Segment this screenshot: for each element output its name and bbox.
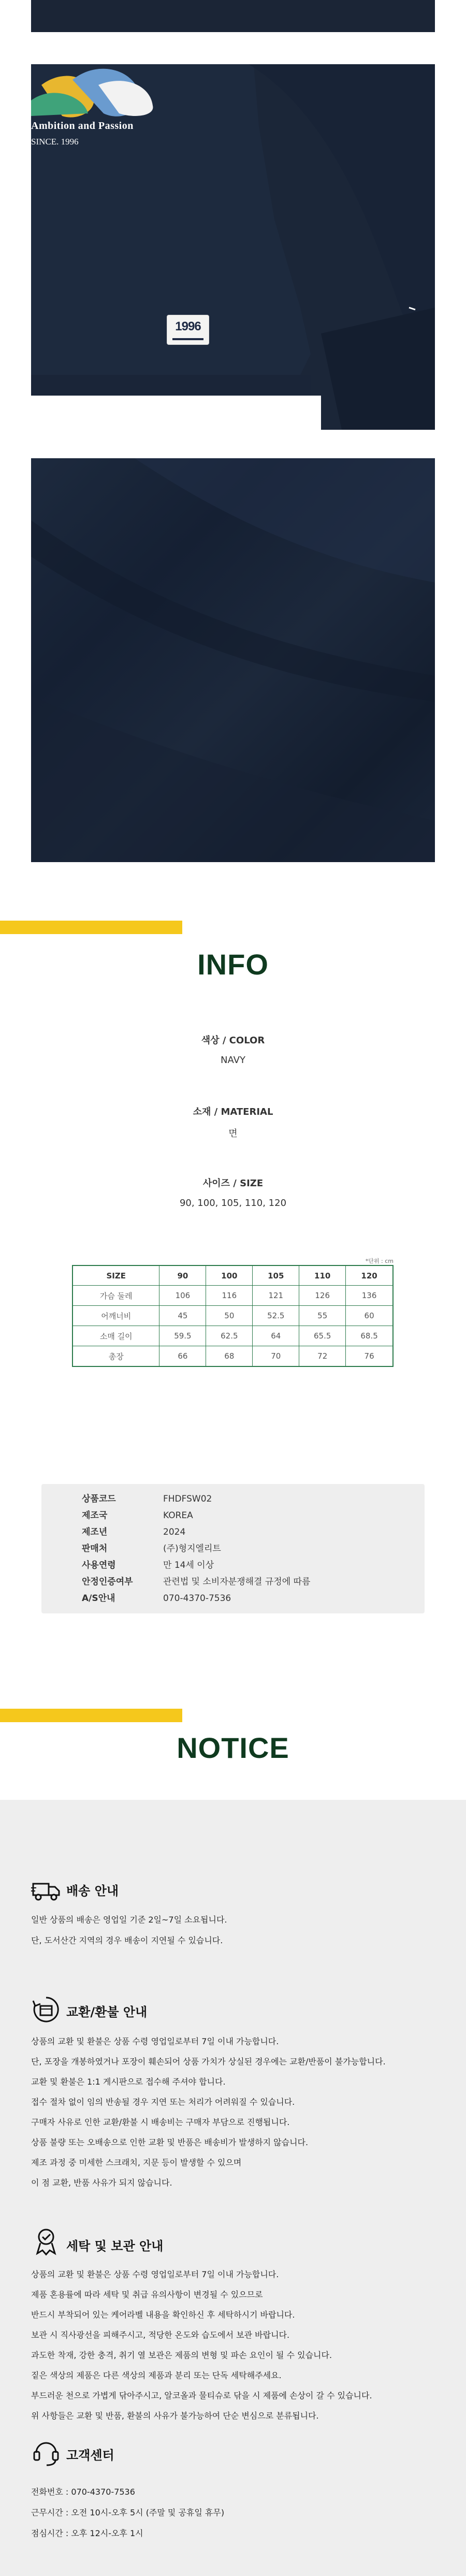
size-cell: 52.5 xyxy=(253,1306,299,1326)
size-cell: 64 xyxy=(253,1326,299,1346)
spec-row xyxy=(41,1556,425,1574)
patch-bar xyxy=(172,338,203,340)
unit-note: *단위 : cm xyxy=(365,1258,394,1264)
notice-line: 짙은 색상의 제품은 다른 색상의 제품과 분리 또는 단독 세탁해주세요. xyxy=(31,2370,282,2380)
notice-line: 상품 불량 또는 오배송으로 인한 교환 및 반품은 배송비가 발생하지 않습니다. xyxy=(31,2137,309,2147)
size-cell: 68 xyxy=(206,1346,253,1367)
color-label: 색상 / COLOR xyxy=(201,1035,265,1046)
spec-key: 상품코드 xyxy=(82,1494,116,1504)
material-value: 면 xyxy=(228,1128,238,1139)
info-title: INFO xyxy=(197,948,269,981)
notice-line: 상품의 교환 및 환불은 상품 수령 영업일로부터 7일 이내 가능합니다. xyxy=(31,2036,279,2046)
material-label: 소재 / MATERIAL xyxy=(193,1107,273,1117)
size-value: 90, 100, 105, 110, 120 xyxy=(179,1198,287,1209)
spec-key: 제조국 xyxy=(82,1510,108,1521)
size-cell: 50 xyxy=(206,1306,253,1326)
spec-row xyxy=(41,1540,425,1558)
notice-line: 상품의 교환 및 환불은 상품 수령 영업일로부터 7일 이내 가능합니다. xyxy=(31,2269,279,2279)
notice-line: 위 사항들은 교환 및 반품, 환불의 사유가 불가능하여 단순 변심으로 분류됩니다. xyxy=(31,2411,319,2421)
size-cell: 62.5 xyxy=(206,1326,253,1346)
spec-key: 사용연령 xyxy=(82,1560,116,1570)
spec-value: (주)형지엘리트 xyxy=(163,1544,221,1554)
spec-value: 2024 xyxy=(163,1527,186,1537)
notice-heading: 고객센터 xyxy=(66,2448,114,2463)
notice-line: 전화번호 : 070-4370-7536 xyxy=(31,2487,135,2497)
notice-accent-bar xyxy=(0,1709,182,1722)
size-cell: 65.5 xyxy=(299,1326,346,1346)
spec-row xyxy=(41,1573,425,1591)
notice-line: 일반 상품의 배송은 영업일 기준 2일~7일 소요됩니다. xyxy=(31,1915,227,1925)
size-cell: 106 xyxy=(159,1286,206,1306)
notice-line: 단, 포장을 개봉하였거나 포장이 훼손되어 상품 가치가 상실된 경우에는 교환/반품이 불가능합니다. xyxy=(31,2057,386,2066)
spec-value: FHDFSW02 xyxy=(163,1494,212,1504)
notice-line: 부드러운 천으로 가볍게 닦아주시고, 알코올과 물티슈로 닦을 시 제품에 손상이 갈 수 있습니다. xyxy=(31,2391,372,2400)
notice-line: 제조 과정 중 미세한 스크래치, 지문 등이 발생할 수 있으며 xyxy=(31,2158,242,2167)
size-cell: 126 xyxy=(299,1286,346,1306)
notice-line: 단, 도서산간 지역의 경우 배송이 지연될 수 있습니다. xyxy=(31,1935,223,1945)
size-cell: 어깨너비 xyxy=(72,1306,159,1326)
print-since: SINCE. 1996 xyxy=(31,137,79,147)
notice-line: 보관 시 직사광선을 피해주시고, 적당한 온도와 습도에서 보관 바랍니다. xyxy=(31,2330,290,2340)
notice-line: 과도한 착재, 강한 충격, 취기 열 보관은 제품의 변형 및 파손 요인이 될 수 있습니다. xyxy=(31,2350,332,2360)
sweatshirt-illustration xyxy=(31,64,435,430)
exchange-refund-icon xyxy=(31,1995,61,2025)
spec-row xyxy=(41,1490,425,1508)
top-photo-strip xyxy=(31,0,435,32)
spec-row xyxy=(41,1590,425,1607)
size-cell: 121 xyxy=(253,1286,299,1306)
notice-line: 이 점 교환, 반품 사유가 되지 않습니다. xyxy=(31,2178,172,2188)
size-cell: 59.5 xyxy=(159,1326,206,1346)
size-header-cell: 100 xyxy=(206,1265,253,1286)
notice-line: 구매자 사유로 인한 교환/환불 시 배송비는 구매자 부담으로 진행됩니다. xyxy=(31,2117,290,2127)
size-label: 사이즈 / SIZE xyxy=(202,1178,264,1189)
size-header-cell: 105 xyxy=(253,1265,299,1286)
patch-logo: 1996 xyxy=(175,319,201,333)
size-header-cell: 110 xyxy=(299,1265,346,1286)
spec-value: KOREA xyxy=(163,1510,193,1521)
spec-key: A/S안내 xyxy=(82,1593,115,1604)
spec-row xyxy=(41,1523,425,1541)
notice-heading: 교환/환불 안내 xyxy=(66,2005,148,2019)
sweatshirt-detail-photo xyxy=(31,64,435,430)
spec-row xyxy=(41,1507,425,1524)
headset-icon xyxy=(31,2436,61,2466)
table-row xyxy=(72,1306,393,1326)
notice-title: NOTICE xyxy=(177,1731,289,1764)
size-cell: 55 xyxy=(299,1306,346,1326)
size-table xyxy=(72,1265,394,1367)
size-cell: 68.5 xyxy=(346,1326,393,1346)
notice-line: 반드시 부착되어 있는 케어라벨 내용을 확인하신 후 세탁하시기 바랍니다. xyxy=(31,2310,295,2320)
size-cell: 60 xyxy=(346,1306,393,1326)
size-cell: 45 xyxy=(159,1306,206,1326)
spec-value: 070-4370-7536 xyxy=(163,1593,231,1604)
size-cell: 76 xyxy=(346,1346,393,1367)
print-tagline: Ambition and Passion xyxy=(31,120,134,132)
notice-line: 근무시간 : 오전 10시-오후 5시 (주말 및 공휴일 휴무) xyxy=(31,2508,225,2517)
size-cell: 116 xyxy=(206,1286,253,1306)
fabric-texture xyxy=(31,458,435,862)
spec-value: 관련법 및 소비자분쟁해결 규정에 따름 xyxy=(163,1577,311,1587)
size-cell: 가슴 둘레 xyxy=(72,1286,159,1306)
size-header-cell: 90 xyxy=(159,1265,206,1286)
spec-key: 판매처 xyxy=(82,1544,108,1554)
notice-line: 접수 절차 없이 임의 반송될 경우 지연 또는 처리가 어려워질 수 있습니다. xyxy=(31,2097,295,2107)
size-header-cell: 120 xyxy=(346,1265,393,1286)
table-row xyxy=(72,1346,393,1367)
brand-patch xyxy=(167,315,209,345)
laundry-care-icon xyxy=(31,2225,61,2255)
spec-key: 제조년 xyxy=(82,1527,108,1537)
fabric-closeup-photo xyxy=(31,458,435,862)
notice-line: 교환 및 환불은 1:1 게시판으로 접수해 주셔야 합니다. xyxy=(31,2077,226,2087)
size-table-header xyxy=(72,1265,393,1286)
size-cell: 70 xyxy=(253,1346,299,1367)
size-header-cell: SIZE xyxy=(72,1265,159,1286)
table-row xyxy=(72,1286,393,1306)
table-row xyxy=(72,1326,393,1346)
spec-key: 안정인증여부 xyxy=(82,1577,133,1587)
notice-line: 제품 혼용률에 따라 세탁 및 취급 유의사항이 변경될 수 있으므로 xyxy=(31,2290,263,2300)
size-cell: 66 xyxy=(159,1346,206,1367)
notice-heading: 세탁 및 보관 안내 xyxy=(66,2239,164,2253)
size-cell: 총장 xyxy=(72,1346,159,1367)
size-cell: 72 xyxy=(299,1346,346,1367)
product-spec-box xyxy=(41,1484,425,1613)
delivery-truck-icon xyxy=(31,1874,61,1904)
info-accent-bar xyxy=(0,921,182,934)
size-cell: 136 xyxy=(346,1286,393,1306)
notice-line: 점심시간 : 오후 12시-오후 1시 xyxy=(31,2528,143,2538)
spec-value: 만 14세 이상 xyxy=(163,1560,214,1570)
size-cell: 소매 길이 xyxy=(72,1326,159,1346)
color-value: NAVY xyxy=(221,1055,245,1066)
notice-heading: 배송 안내 xyxy=(66,1884,119,1898)
